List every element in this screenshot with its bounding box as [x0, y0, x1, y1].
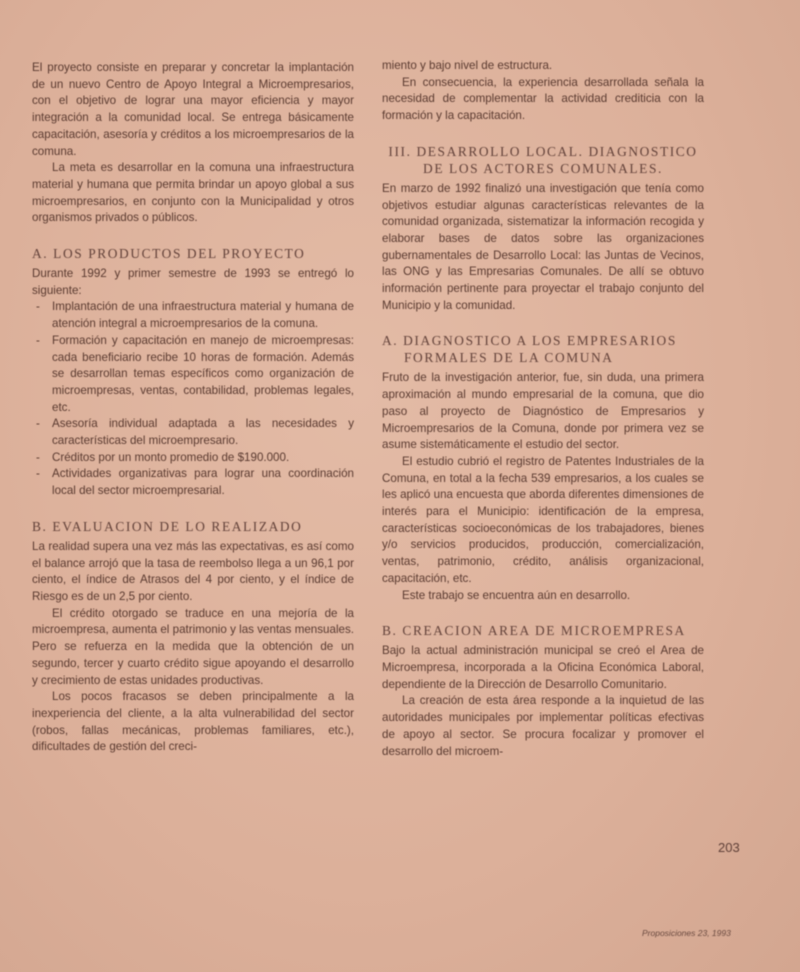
list-item: - Implantación de una infraestructura material y humana de atención integral a microempresarios de la comuna.	[52, 299, 354, 332]
paragraph: Fruto de la investigación anterior, fue, sin duda, una primera aproximación al mundo empresarial de la comuna, que dio paso al proyecto de Diagnóstico de Empresarios y Microempresarios de la Comuna, donde por primera vez se asume sistemáticamente el estudio del sector.	[382, 371, 704, 452]
list-item: - Formación y capacitación en manejo de microempresas: cada beneficiario recibe 10 horas de formación. Además se desarrollan temas específicos como organización de microempresas, ventas, contabilidad, problemas legales, etc.	[52, 333, 354, 417]
paragraph: La realidad supera una vez más las expectativas, es así como el balance arrojó que la tasa de reembolso llega a un 96,1 por ciento, el índice de Atrasos del 4 por ciento, y el índice de Riesgo es de un 2,5 por ciento.	[32, 539, 354, 603]
section-heading-a: A. LOS PRODUCTOS DEL PROYECTO	[32, 246, 306, 262]
paragraph: Los pocos fracasos se deben principalmente a la inexperiencia del cliente, a la alta vulnerabilidad del sector (robos, fallas mecánicas, problemas familiares, etc.), dificultades de gestión del creci-	[32, 690, 354, 754]
paragraph: El crédito otorgado se traduce en una mejoría de la microempresa, aumenta el patrimonio y las ventas mensuales. Pero se refuerza en la medida que la obtención de un segundo, tercer y cuarto crédito sigue apoyando el desarrollo y crecimiento de estas unidades productivas.	[32, 606, 354, 687]
section-heading-b-right: B. CREACION AREA DE MICROEMPRESA	[382, 623, 686, 639]
paragraph: En consecuencia, la experiencia desarrollada señala la necesidad de complementar la actividad crediticia con la formación y la capacitación.	[382, 75, 704, 123]
page-number: 203	[718, 840, 740, 855]
journal-footer: Proposiciones 23, 1993	[642, 928, 731, 938]
section-heading-a-right	[382, 332, 704, 366]
left-column	[32, 60, 354, 756]
section-heading-b: B. EVALUACION DE LO REALIZADO	[32, 518, 303, 534]
section-heading-iii: III. DESARROLLO LOCAL. DIAGNOSTICO DE LOS ACTORES COMUNALES.	[388, 143, 698, 176]
paragraph: miento y bajo nivel de estructura.	[382, 59, 553, 72]
bullet-list	[32, 299, 354, 499]
paragraph: La meta es desarrollar en la comuna una infraestructura material y humana que permita brindar un apoyo global a sus microempresarios, en conjunto con la Municipalidad y otros organismos privados o públicos.	[32, 161, 354, 225]
right-column	[382, 58, 704, 760]
heading-line: A. DIAGNOSTICO A LOS EMPRESARIOS	[382, 333, 677, 349]
list-item: - Actividades organizativas para lograr una coordinación local del sector microempresarial.	[52, 466, 354, 499]
paragraph: Bajo la actual administración municipal se creó el Area de Microempresa, incorporada a la Oficina Económica Laboral, dependiente de la Dirección de Desarrollo Comunitario.	[382, 644, 704, 691]
list-item: - Asesoría individual adaptada a las necesidades y características del microempresario.	[52, 416, 354, 449]
paragraph: En marzo de 1992 finalizó una investigación que tenía como objetivos estudiar algunas características relevantes de la comunidad organizada, sistematizar la información recogida y elaborar bases de datos sobre las organizaciones gubernamentales de Desarrollo Local: las Juntas de Vecinos, las ONG y las Empresarias Comunales. De allí se obtuvo información pertinente para proyectar el trabajo conjunto del Municipio y la comunidad.	[382, 181, 704, 312]
paragraph: El proyecto consiste en preparar y concretar la implantación de un nuevo Centro de Apoyo Integral a Microempresarios, con el objetivo de lograr una mayor eficiencia y mayor integración a la comunidad local. Se entrega básicamente capacitación, asesoría y créditos a los microempresarios de la comuna.	[32, 61, 354, 158]
heading-line: FORMALES DE LA COMUNA	[404, 350, 614, 366]
paragraph: El estudio cubrió el registro de Patentes Industriales de la Comuna, en total a la fecha 539 empresarios, a los cuales se les aplicó una encuesta que aborda diferentes dimensiones de interés para el Municipio: identificación de la empresa, características socioeconómicas de los trabajadores, bienes y/o servicios producidos, producción, comercialización, ventas, patrimonio, crédito, análisis organizacional, capacitación, etc.	[382, 454, 704, 585]
paragraph: Este trabajo se encuentra aún en desarrollo.	[402, 588, 631, 602]
paragraph: La creación de esta área responde a la inquietud de las autoridades municipales por implementar políticas efectivas de apoyo al sector. Se procura focalizar y promover el desarrollo del microem-	[382, 694, 704, 758]
list-item: - Créditos por un monto promedio de $190.000.	[52, 450, 354, 467]
paragraph: Durante 1992 y primer semestre de 1993 se entregó lo siguiente:	[32, 267, 354, 297]
